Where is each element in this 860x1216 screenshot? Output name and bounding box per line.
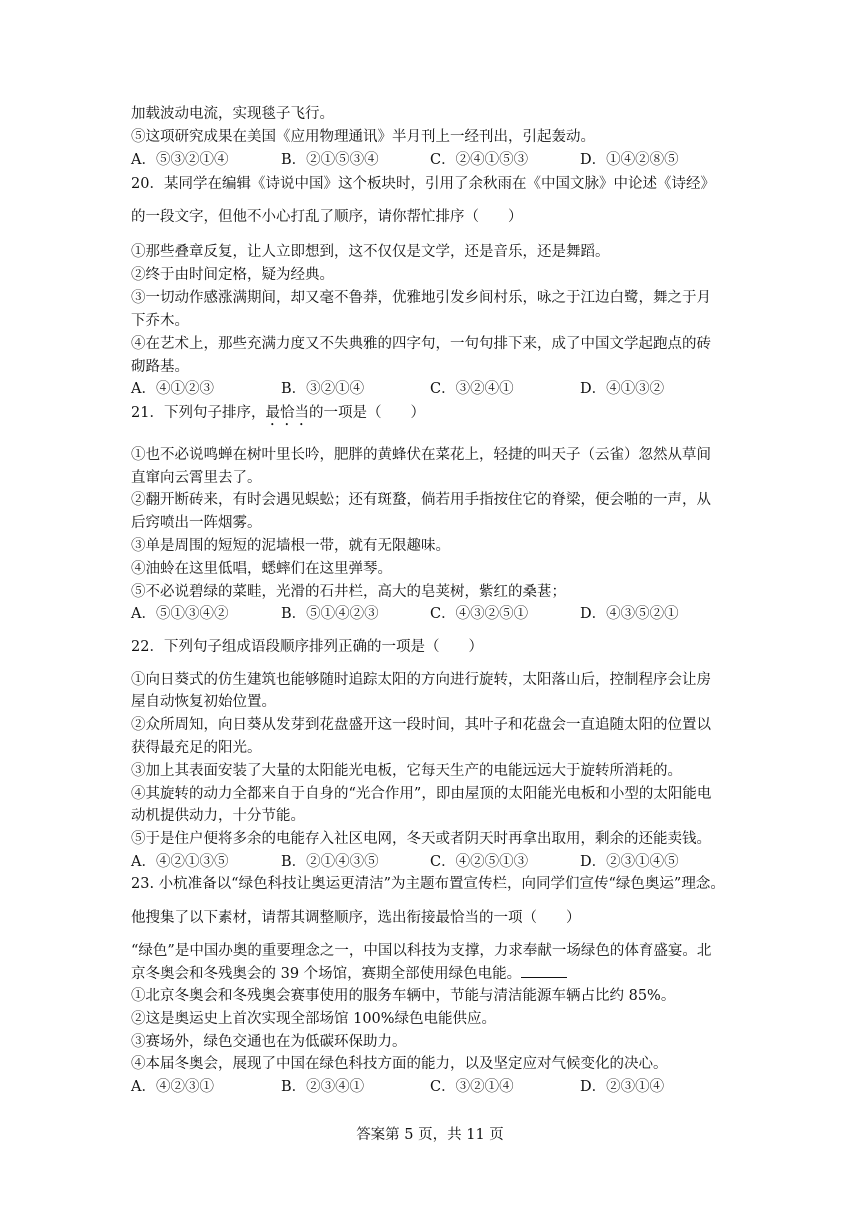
q19-option-c: C．②④①⑤③ [430, 152, 529, 168]
q22-stem: 22．下列句子组成语段顺序排列正确的一项是（ ） [131, 639, 483, 655]
q20-item-line: 砌路基。 [131, 359, 189, 375]
q23-item-line: ③赛场外，绿色交通也在为低碳环保助力。 [131, 1034, 407, 1050]
q20-item-line: 下乔木。 [131, 313, 189, 329]
q20-item-line: ④在艺术上，那些充满力度又不失典雅的四字句，一句句排下来，成了中国文学起跑点的砖 [131, 336, 711, 352]
q22-item-line: 屋自动恢复初始位置。 [131, 694, 276, 710]
q21-stem-emphasis: 最恰当 [265, 405, 309, 421]
q23-option-a: A．④②③① [131, 1079, 214, 1095]
q23-option-d: D．②③①④ [580, 1079, 665, 1095]
q22-item-line: ①向日葵式的仿生建筑也能够随时追踪太阳的方向进行旋转，太阳落山后，控制程序会让房 [131, 672, 711, 688]
q22-option-b: B．②①④③⑤ [281, 854, 379, 870]
q22-item-line: 获得最充足的阳光。 [131, 740, 262, 756]
q22-item-line: 动机提供动力，十分节能。 [131, 808, 305, 824]
q21-option-d: D．④③⑤②① [580, 606, 679, 622]
q21-stem-pre: 21．下列句子排序， [131, 405, 266, 421]
q19-option-b: B．②①⑤③④ [281, 152, 379, 168]
q21-item-line: ①也不必说鸣蝉在树叶里长吟，肥胖的黄蜂伏在菜花上，轻捷的叫天子（云雀）忽然从草间 [131, 447, 711, 463]
q23-stem-line-2: 他搜集了以下素材，请帮其调整顺序，选出衔接最恰当的一项（ ） [131, 910, 581, 926]
q20-option-c: C．③②④① [430, 381, 514, 397]
q22-item-line: ④其旋转的动力全都来自于自身的“光合作用”，即由屋顶的太阳能光电板和小型的太阳能电 [131, 786, 712, 802]
q22-item-line: ②众所周知，向日葵从发芽到花盘盛开这一段时间，其叶子和花盘会一直追随太阳的位置以 [131, 717, 711, 733]
q23-para-line-1: “绿色”是中国办奥的重要理念之一，中国以科技为支撑，力求奉献一场绿色的体育盛宴。北 [131, 943, 712, 959]
q23-item-line: ②这是奥运史上首次实现全部场馆 100%绿色电能供应。 [131, 1011, 497, 1027]
q23-stem-line-1: 23. 小杭准备以“绿色科技让奥运更清洁”为主题布置宣传栏，向同学们宣传“绿色奥运”理念。 [131, 876, 725, 892]
q20-option-a: A．④①②③ [131, 381, 214, 397]
q20-item-line: ①那些叠章反复，让人立即想到，这不仅仅是文学，还是音乐，还是舞蹈。 [131, 244, 610, 260]
q20-item-line: ③一切动作感涨满期间，却又毫不鲁莽，优雅地引发乡间村乐，咏之于江边白鹭，舞之于月 [131, 290, 711, 306]
q22-option-c: C．④②⑤①③ [430, 854, 529, 870]
q20-option-d: D．④①③② [580, 381, 665, 397]
q20-item-line: ②终于由时间定格，疑为经典。 [131, 267, 334, 283]
q21-item-line: ④油蛉在这里低唱，蟋蟀们在这里弹琴。 [131, 561, 392, 577]
q22-option-a: A．④②①③⑤ [131, 854, 229, 870]
q21-option-a: A．⑤①③④② [131, 606, 229, 622]
q21-option-c: C．④③②⑤① [430, 606, 529, 622]
q19-option-d: D．①④②⑧⑤ [580, 152, 679, 168]
q23-para-text: 京冬奥会和冬残奥会的 39 个场馆，赛期全部使用绿色电能。 [131, 966, 522, 982]
q19-item-5: ⑤这项研究成果在美国《应用物理通讯》半月刊上一经刊出，引起轰动。 [131, 129, 595, 145]
q20-stem-line-2: 的一段文字，但他不小心打乱了顺序，请你帮忙排序（ ） [131, 209, 523, 225]
q20-option-b: B．③②①④ [281, 381, 365, 397]
q22-item-line: ③加上其表面安装了大量的太阳能光电板，它每天生产的电能远远大于旋转所消耗的。 [131, 763, 682, 779]
page-footer: 答案第 5 页，共 11 页 [356, 1127, 504, 1143]
q23-option-b: B．②③④① [281, 1079, 365, 1095]
q23-option-c: C．③②①④ [430, 1079, 514, 1095]
q23-item-line: ①北京冬奥会和冬残奥会赛事使用的服务车辆中，节能与清洁能源车辆占比约 85%。 [131, 988, 676, 1004]
q21-item-line: 后窍喷出一阵烟雾。 [131, 515, 262, 531]
q21-item-line: 直窜向云霄里去了。 [131, 470, 262, 486]
q23-item-line: ④本届冬奥会，展现了中国在绿色科技方面的能力，以及坚定应对气候变化的决心。 [131, 1056, 668, 1072]
q21-item-line: ⑤不必说碧绿的菜畦，光滑的石井栏，高大的皂荚树，紫红的桑葚； [131, 584, 566, 600]
q21-option-b: B．⑤①④②③ [281, 606, 379, 622]
q22-item-line: ⑤于是住户便将多余的电能存入社区电网，冬天或者阴天时再拿出取用，剩余的还能卖钱。 [131, 831, 711, 847]
q21-item-line: ②翻开断砖来，有时会遇见蜈蚣；还有斑蝥，倘若用手指按住它的脊梁，便会啪的一声，从 [131, 492, 711, 508]
q23-para-line-2 [131, 963, 567, 984]
answer-blank [521, 963, 567, 978]
q20-stem-line-1: 20．某同学在编辑《诗说中国》这个板块时，引用了余秋雨在《中国文脉》中论述《诗经》 [131, 176, 715, 192]
q22-option-d: D．②③①④⑤ [580, 854, 679, 870]
q19-line-cont: 加载波动电流，实现毯子飞行。 [131, 106, 334, 122]
q21-stem [131, 403, 425, 429]
q21-stem-post: 的一项是（ ） [308, 405, 425, 421]
q21-item-line: ③单是周围的短短的泥墙根一带，就有无限趣味。 [131, 538, 450, 554]
q19-option-a: A．⑤③②①④ [131, 152, 229, 168]
